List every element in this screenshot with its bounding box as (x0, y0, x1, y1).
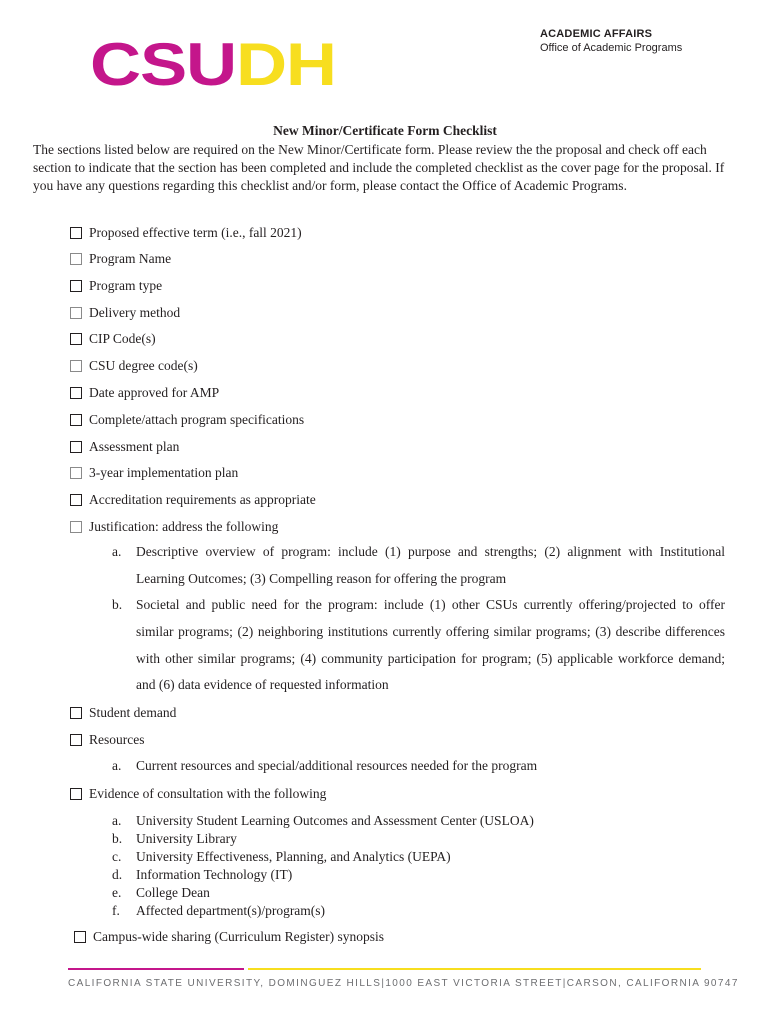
sub-item-marker: d. (112, 867, 123, 882)
footer-street: 1000 EAST VICTORIA STREET (385, 978, 563, 989)
csudh-logo (90, 31, 336, 98)
intro-paragraph: The sections listed below are required on the New Minor/Certificate form. Please review the the proposal and check off each section to indicate that the section has been completed and include the completed checklist as the cover page for the proposal. If you have any questions regarding this checklist and/or form, please contact the Office of Academic Programs. (33, 142, 725, 194)
sub-item-marker: c. (112, 849, 122, 864)
checklist-item[interactable] (70, 412, 304, 428)
sub-item (112, 592, 725, 699)
footer-university: CALIFORNIA STATE UNIVERSITY, DOMINGUEZ HILLS (68, 978, 382, 989)
checklist-label: Student demand (89, 705, 177, 720)
checklist-label: Justification: address the following (89, 519, 279, 534)
checklist-label: Program Name (89, 251, 172, 266)
logo-text-csu: CSU (90, 31, 236, 98)
checklist-label: Assessment plan (89, 439, 180, 454)
checklist-item[interactable] (70, 305, 180, 321)
sub-item (112, 848, 725, 866)
checkbox[interactable] (70, 253, 82, 265)
checklist-label: Campus-wide sharing (Curriculum Register) synopsis (93, 929, 384, 944)
checklist-label: Date approved for AMP (89, 385, 220, 400)
department-header (540, 27, 682, 56)
checklist-item[interactable] (74, 929, 384, 945)
sub-item-marker: b. (112, 597, 123, 612)
checklist-item[interactable] (70, 519, 278, 535)
checklist-item[interactable] (70, 465, 238, 481)
logo-text-dh: DH (235, 31, 336, 98)
sub-item (112, 812, 725, 830)
footer-separator: | (562, 978, 567, 989)
checklist-label: Program type (89, 278, 163, 293)
checkbox[interactable] (70, 494, 82, 506)
office-name: Office of Academic Programs (540, 42, 683, 54)
checkbox[interactable] (70, 333, 82, 345)
sub-item-marker: e. (112, 885, 122, 900)
sub-item-marker: f. (112, 903, 120, 918)
checkbox[interactable] (70, 280, 82, 292)
sub-item-text: Information Technology (IT) (136, 867, 293, 882)
sub-item-text: College Dean (136, 885, 210, 900)
checklist-item[interactable] (70, 331, 156, 347)
sub-item (112, 753, 725, 780)
document-title: New Minor/Certificate Form Checklist (273, 123, 497, 138)
checklist-item[interactable] (70, 278, 162, 294)
checklist-item[interactable] (70, 385, 219, 401)
checkbox[interactable] (70, 467, 82, 479)
footer-divider-magenta (68, 968, 244, 970)
checkbox[interactable] (74, 931, 86, 943)
checkbox[interactable] (70, 707, 82, 719)
footer-separator: | (381, 978, 386, 989)
checkbox[interactable] (70, 788, 82, 800)
checkbox[interactable] (70, 521, 82, 533)
sub-item-text: University Student Learning Outcomes and Assessment Center (USLOA) (136, 813, 534, 828)
checklist-item[interactable] (70, 439, 179, 455)
checkbox[interactable] (70, 227, 82, 239)
checkbox[interactable] (70, 307, 82, 319)
checklist-item[interactable] (70, 492, 316, 508)
sub-item (112, 866, 725, 884)
checklist-label: Evidence of consultation with the following (89, 786, 327, 801)
sub-item (112, 830, 725, 848)
sub-item-text: Affected department(s)/program(s) (136, 903, 326, 918)
checklist-label: Accreditation requirements as appropriate (89, 492, 316, 507)
sub-item-text: University Effectiveness, Planning, and Analytics (UEPA) (136, 849, 451, 864)
sub-item-marker: a. (112, 544, 122, 559)
sub-item-text: Societal and public need for the program: include (1) other CSUs currently offering/projected to offer similar programs; (2) neighboring institutions currently offering similar programs; (3) describe differences with other similar programs; (4) community participation for program; (5) applicable workforce demand; and (6) data evidence of requested information (136, 597, 725, 693)
checklist-item[interactable] (70, 786, 326, 802)
checklist-label: Resources (89, 732, 145, 747)
footer-divider-yellow (248, 968, 701, 970)
sub-item-marker: a. (112, 758, 122, 773)
sub-item (112, 902, 725, 920)
checklist-item[interactable] (70, 225, 302, 241)
sub-item-marker: a. (112, 813, 122, 828)
checkbox[interactable] (70, 387, 82, 399)
checklist-label: CIP Code(s) (89, 331, 156, 346)
department-name: ACADEMIC AFFAIRS (540, 28, 653, 40)
checklist-item[interactable] (70, 732, 144, 748)
footer-address (68, 978, 739, 989)
checklist-label: 3-year implementation plan (89, 465, 239, 480)
checklist-label: Proposed effective term (i.e., fall 2021) (89, 225, 302, 240)
sub-item-text: University Library (136, 831, 237, 846)
sub-item-text: Descriptive overview of program: include (1) purpose and strengths; (2) alignment with Institutional Learning Outcomes; (3) Compelling reason for offering the program (136, 544, 725, 586)
checklist-item[interactable] (70, 705, 176, 721)
checkbox[interactable] (70, 441, 82, 453)
sub-item (112, 884, 725, 902)
sub-item-marker: b. (112, 831, 123, 846)
checkbox[interactable] (70, 360, 82, 372)
checklist-item[interactable] (70, 251, 171, 267)
checklist-label: Delivery method (89, 305, 181, 320)
checklist-item[interactable] (70, 358, 198, 374)
checkbox[interactable] (70, 414, 82, 426)
footer-city: CARSON, CALIFORNIA 90747 (566, 978, 739, 989)
checklist-label: Complete/attach program specifications (89, 412, 305, 427)
checklist-label: CSU degree code(s) (89, 358, 198, 373)
sub-item (112, 539, 725, 593)
sub-item-text: Current resources and special/additional resources needed for the program (136, 758, 538, 773)
checkbox[interactable] (70, 734, 82, 746)
